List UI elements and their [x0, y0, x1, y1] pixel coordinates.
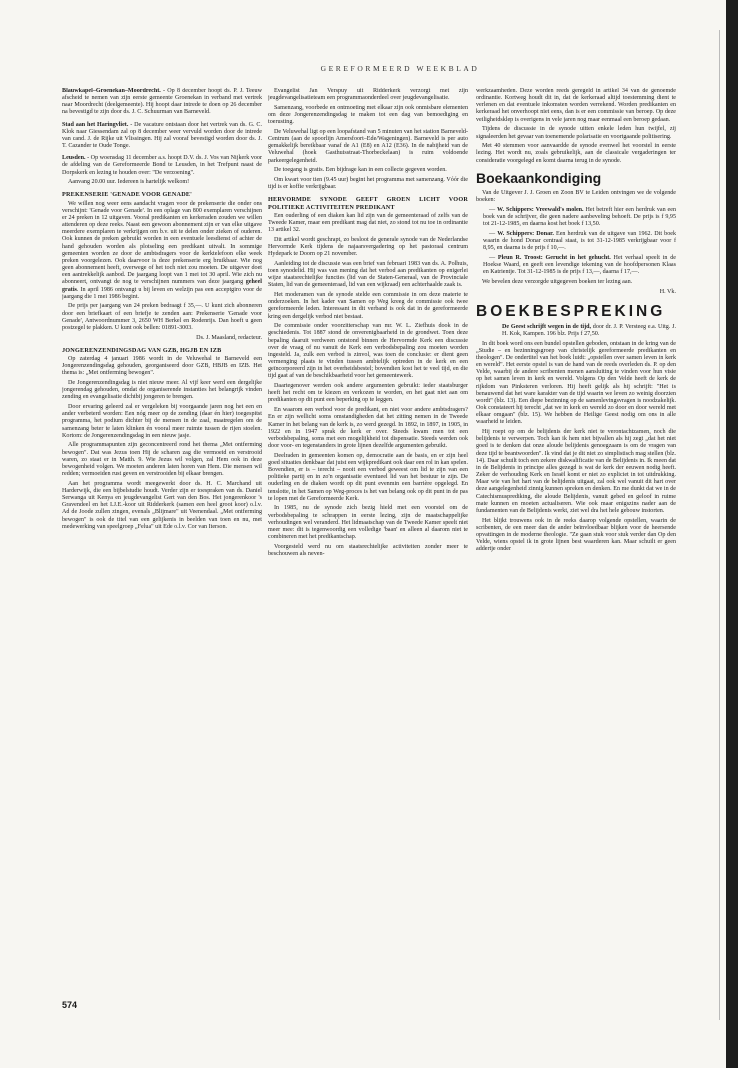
column-3 [476, 88, 676, 1048]
announcement-leusden: Leusden. - Op woensdag 11 december a.s. hoopt D.V. ds. J. Vos van Nijkerk voor de afdeling van de Gereformeerde Bond te Leusden, in het Trefpunt naast de Dorpskerk en lezing te houden over: "De verzoening". [62, 155, 262, 176]
jongerendag-continued-paragraph: De Veluwehal ligt op een loopafstand van 5 minuten van het station Barneveld-Centrum (aan de spoorlijn Amersfoort–Ede/Wageningen). Barneveld is per auto gemakkelijk bereikbaar vanaf de A1 (E8) en A12 (E36). In de nabijheid van de Veluwehal (hoek Gasthuisstraat-Thorbeckelaan) is ruim voldoende parkeergelegenheid. [268, 128, 468, 164]
synode-paragraph: Een ouderling of een diaken kan lid zijn van de gemeenteraad of zelfs van de Tweede Kamer, maar een predikant mag dat niet, zo stond tot nu toe in ordinantie 13 artikel 32. [268, 212, 468, 234]
synode-paragraph: Het moderamen van de synode stelde een commissie in om deze materie te onderzoeken. In het kader van Samen op Weg kreeg de commissie ook twee gereformeerde leden. Interessant in dit verband is ook dat in de gereformeerde kring een dergelijk verbod niet bestaat. [268, 292, 468, 320]
synode-continued-paragraph: werkzaamheden. Deze worden reeds geregeld in artikel 34 van de genoemde ordinantie. Kortweg houdt dit in, dat de kerkeraad altijd toestemming dient te verlenen en dat eventuele inkomsten worden verrekend. Worden predikanten en kerkeraad het onverhoopt niet eens, dan is er een commissie van beroep. Op deze veiligheidsklep is overigens in vele jaren nog maar eenmaal een beroep gedaan. [476, 88, 676, 123]
page-number: 574 [62, 1000, 78, 1010]
heading-jongerenzendingsdag: JONGERENZENDINGSDAG VAN GZB, HGJB EN IZB [62, 346, 222, 354]
heading-boekaankondiging: Boekaankondiging [476, 169, 602, 186]
prekenserie-paragraph: We willen nog weer eens aandacht vragen voor de prekenserie die onder ons verschijnt: 'Genade voor Genade'. In een oplage van 800 exemplaren verschijnen er 24 preken in 12 uitgaven. Vooral predikanten en kerkeraden zouden we willen attenderen op deze reeks. Naast een gewoon abonnement zijn er van elke uitgave meerdere exemplaren te verkrijgen om b.v. uit te delen onder zieken of ouderen. Ook kunnen de preken gebruikt worden in een eventuele leesdienst of achter de hand gehouden worden als plotseling een predikant uitvalt. In sommige gemeenten worden ze door de ambtsdragers voor de kerktelefoon elke week preken voorgelezen. Ook daarvoor is deze prekenserie erg bruikbaar. Wie nog geen abonnement heeft, overwege of het toch niet zou moeten. De uitgever doet een aantrekkelijk aanbod. De jaargang loopt van 1 mei tot 30 april. Wie zich nu abonneert, ontvangt de nog te verschijnen nummers van deze jaargang geheel gratis. In april 1986 ontvangt u bij leven en welzijn pas een acceptgiro voor de jaargang die 1 mei 1986 begint. [62, 200, 262, 300]
jongerendag-continued-paragraph: Samenzang, voorbede en ontmoeting met elkaar zijn ook onmisbare elementen om deze Jongerenzendingsdag te maken tot een dag van bemoediging en toerusting. [268, 104, 468, 126]
column-1 [62, 88, 262, 990]
boekbespreking-paragraph: Het blijkt trouwens ook in de reeks daarop volgende opstellen, waarin de scribenten, de een meer dan de ander beïnvloedbaar blijken voor de heersende opvattingen in de moderne theologie. "Ze gaan stuk voor stuk verder dan Op den Velde, wiens opstel ik in grote lijnen best waarderen kan. Maar schuilt er geen addertje onder [476, 517, 676, 553]
book-item: — W. Schippers: Vreewald's molen. Het betreft hier een herdruk van een boek van de schrijver, die geen nadere aanbeveling behoeft. De prijs is f 9,95 tot 21-12-1985, en daarna kost het boek f 13,50. [483, 206, 676, 227]
boekaankondiging-signature: H. Vk. [659, 288, 676, 295]
synode-paragraph: De commissie onder voorzitterschap van mr. W. L. Ziefhuis dook in de geschiedenis. Tot 1887 stond de onverenigbaarheid in de grondwet. Toen deze bepaling daaruit verdween ontstond binnen de Hervormde Kerk een discussie over de vraag of nu vanuit de Kerk een verbodsbepaling zou moeten worden ingesteld. Ja, zulk een verbod is zinvol, was toen de conclusie: er dient geen vermenging plaats te vinden tussen ambtelijk optreden in de kerk en een geïncorporeerd zijn in het overheidsbestel; bovendien kost het te veel tijd, en die tijd gaat af van de beschikbaarheid voor het gemeentewerk. [268, 323, 468, 380]
announcement-leusden-time: Aanvang 20.00 uur. Iedereen is hartelijk welkom! [68, 179, 190, 186]
boekbespreking-book-info: De Geest schrijft wegen in de tijd, door dr. J. P. Versteeg e.a. Uitg. J. H. Kok, Kampen. 196 blz. Prijs f 27,50. [502, 323, 676, 337]
synode-continued-paragraph: Met 40 stemmen voor aanvaardde de synode evenwel het voorstel in eerste lezing. Het wordt nu, zoals gebruikelijk, aan de classicale vergaderingen ter consideratie voorgelegd en komt daarna terug in de synode. [476, 143, 676, 164]
synode-paragraph: In 1985, nu de synode zich bezig hield met een voorstel om de verbodsbepaling te schrappen in eerste lezing, zijn de maatschappelijke verhoudingen wel veranderd. Het lidmaatschap van de Tweede Kamer speelt niet meer mee: dit is tegenwoordig een volledige 'baan' en alleen al daarom niet te combineren met het predikantschap. [268, 505, 468, 541]
running-header: GEREFORMEERD WEEKBLAD [320, 64, 480, 73]
prekenserie-price-paragraph: De prijs per jaargang van 24 preken bedraagt f 35,—. U kunt zich abonneren door een briefkaart of een briefje te zenden aan: Prekenserie 'Genade voor Genade', Antwoordnummer 3, 2650 WH Berkel en Rodenrijs. Dan hoeft u geen postzegel te plakken. U kunt ook bellen: 01891-3003. [62, 303, 262, 331]
boekaankondiging-intro: Van de Uitgever J. J. Groen en Zoon BV te Leiden ontvingen we de volgende boeken: [476, 189, 676, 203]
heading-boekbespreking: BOEKBESPREKING [476, 302, 666, 320]
jongerendag-paragraph: Aan het programma wordt meegewerkt door ds. H. C. Marchand uit Harderwijk, die een bijbelstudie houdt. Verder zijn er toespraken van ds. Daniel Serwanga uit Kenya en jeugdevangelist Gert van den Bos. Het jongerenkoor 's Gravendeel en het I.J.E.-koor uit Ridderkerk (samen een heel groot koor) o.l.v. Ad de Joode zullen zingen, evenals „Blijmare" uit Veenendaal. „Met ontferming bewogen" is ook de titel van een gelijkenis in beelden van toen en nu, met medewerking van speelgroep „Felua" uit Ede o.l.v. Cor van Iterson. [62, 480, 262, 530]
page-dark-edge [726, 0, 738, 1068]
boekaankondiging-outro: We bevelen deze verzorgde uitgegeven boeken ter lezing aan. [482, 278, 633, 285]
jongerendag-paragraph: De Jongerenzendingsdag is niet nieuw meer. Al vijf keer werd een dergelijke jongerendag gehouden, omdat de organiserende instanties het belangrijk vinden zending en evangelisatie dichtbij jongeren te brengen. [62, 380, 262, 401]
jongerendag-continued-paragraph: Om kwart voor tien (9.45 uur) begint het programma met samenzang. Vóór die tijd is er koffie verkrijgbaar. [268, 177, 468, 191]
prekenserie-signature: Ds. J. Maasland, redacteur. [196, 334, 262, 341]
announcement-blauwkapel: Blauwkapel–Groenekan–Moordrecht. - Op 8 december hoopt ds. P. J. Teeuw afscheid te nemen van zijn eerste gemeente Groenekan in verband met vertrek naar Moordrecht (deelgemeente). Hij hoopt daar intrede te doen op 26 december na bevestigd te zijn door ds. J. C. Schuurman van Barneveld. [62, 88, 262, 116]
boekbespreking-paragraph: Hij roept op om de belijdenis der kerk niet te verontachtzamen, noch die belijdenis te verwerpen. Toch kan ik hem niet bijvallen als hij zegt „dat het niet goed is te denken dat onze aloude belijdenis genoegzaam is om de vragen van deze tijd te beantwoorden". Ik vind dat je dit niet zo simplistisch mag stellen (blz. 14). Daar schuilt toch een zekere diskwalificatie van de Belijdenis in. Ik meen dat in de Belijdenis in principe alles gezegd is wat de kerk der eeuwen nodig heeft. Zeker de verhouding Kerk en Israël komt er niet zo expliciet in tot uitdrukking. Maar wie van het hart van de belijdenis uitgaat, zal ook wel vanuit dit hart over deze aangelegenheid zinnig kunnen spreken en denken. En me dunkt dat we in de Catechismusprediking, die aloude Belijdenis, vanuit gebed en geloof in ruime mate kunnen en moeten actualiseren. Wie ook maar enigszins nader aan de fundamenten van de Belijdenis werkt, ziet wel dra het hele gebouw instorten. [476, 429, 676, 514]
synode-paragraph: Dit artikel wordt geschrapt, zo besloot de generale synode van de Nederlandse Hervormde Kerk tijdens de najaarsvergadering op het pastoraal centrum Hydepark te Doorn op 21 november. [268, 236, 468, 258]
jongerendag-continued-paragraph: Evangelist Jan Verspuy uit Ridderkerk verzorgt met zijn jeugdevangelisatieteam een programmaonderdeel over jeugdevangelisatie. [268, 88, 468, 102]
boekbespreking-paragraph: In dit boek word ons een bundel opstellen geboden, ontstaan in de kring van de „Studie – en bezinningsgroep van christelijk gereformeerde predikanten en theologen". De ondertitel van het boek luidt: „opstellen over samen leven in kerk en wereld". Het eerste opstel is van de hand van de reeds overleden ds. P. op den Velde, waarbij de andere scribenten menen aansluiting te vinden voor hun visie op het samen leven in kerk en wereld. Volgens Op den Velde heeft de kerk de rijkdom van Pinksteren verloren. Hij heeft gelijk als hij schrijft: "Het is benauwend dat het ware karakter van de tijd waarin we leven zo weinig doorzien wordt" (blz. 13). Een diepe bezinning op de samenlevingsvragen is noodzakelijk. Ook constateert hij terecht „dat we in kerk en wereld zo door en door wereld met elkaar omgaan" (blz. 15). We hebben de Heilige Geest nodig om ons in alle waarheid te leiden. [476, 340, 676, 426]
synode-paragraph: Daartegenover werden ook andere argumenten gebruikt: ieder staatsburger heeft het recht om te kiezen en verkozen te worden, en het gaat niet aan om predikanten op dit punt een beperking op te leggen. [268, 383, 468, 404]
synode-paragraph: Voorgesteld werd nu om staatsrechtelijke activiteiten zonder meer te beschouwen als neven- [268, 543, 468, 557]
jongerendag-paragraph: Alle programmapunten zijn geconcentreerd rond het thema „Met ontferming bewogen". Dat was Jezus toen Hij de scharen zag die vermoeid en verstrooid waren, zo staat er in Matth. 9. Wie Jezus wil volgen, zal Hem ook in deze bewogenheid volgen. We moeten anderen laten horen van Hem. Die mensen wil redden; vermoeiden rust geven en verstrooiden bij elkaar brengen. [62, 442, 262, 478]
synode-paragraph: Deelraden in gemeenten komen op, democratie aan de basis, en er zijn heel goed situaties denkbaar dat juist een wijkpredikant ook daar een rol in kan spelen. Bovendien, er is – terecht – nooit een verbod geweest om lid te zijn van een politieke partij en in zo'n organisatie eventueel lid van het bestuur te zijn. De ouderling en de diaken wordt op dit punt evenmin een barrière opgelegd. En tenslotte, in het Samen op Weg-proces is het van belang ook op dit punt in de pas te lopen met de Gereformeerde Kerk. [268, 452, 468, 502]
jongerendag-continued-paragraph: De toegang is gratis. Een bijdrage kan in een collecte gegeven worden. [274, 167, 447, 174]
book-item: — Pleun R. Troost: Gerucht in het gehucht. Het verhaal speelt in de Hoekse Waard, en geeft een levendige tekening van de hoofdpersonen Klaas en Katrientje. Tot 31-12-1985 is de prijs f 13,—, daarna f 17,—. [483, 254, 676, 276]
heading-hervormde-synode: HERVORMDE SYNODE GEEFT GROEN LICHT VOOR POLITIEKE ACTIVITEITEN PREDIKANT [268, 196, 468, 211]
jongerendag-paragraph: Op zaterdag 4 januari 1986 wordt in de Veluwehal te Barneveld een Jongerenzendingsdag gehouden, georganiseerd door GZB, HBJB en IZB. Het thema is: „Met ontferming bewogen". [62, 355, 262, 377]
synode-paragraph: En waarom een verbod voor de predikant, en niet voor andere ambtsdragers? En er zijn wellicht soms omstandigheden dat het zitting nemen in de Tweede Kamer in het belang van de kerk is, zo werd gezegd. In 1892, in 1897, in 1905, in 1922 en in 1947 sprak de kerk er over. Steeds kwam men tot een verbodsbepaling, soms met een mogelijkheid tot dispensatie. Steeds werden ook door voor- en tegenstanders in grote lijnen dezelfde argumenten gebruikt. [268, 407, 468, 449]
book-item: — W. Schippers: Donar. Een herdruk van de uitgave van 1962. Dit boek waarin de hond Donar centraal staat, is tot 31-12-1985 verkrijgbaar voor f 8,95, en daarna is de prijs f 10,—. [483, 230, 676, 252]
heading-prekenserie: PREKENSERIE 'GENADE VOOR GENADE' [62, 191, 193, 199]
jongerendag-paragraph: Door ervaring geleerd zal er vergeleken bij voorgaande jaren nog het een en ander verbeterd worden: Een nóg meer op de zending (daar én hier) toegespitst programma, het podium dichter bij de mensen in de zaal, maatregelen om de samenzang beter te laten klinken én vooral meer ruimte tussen de rijen stoelen. Kortom: de Jongerenzendingsdag in een nieuw jasje. [62, 404, 262, 439]
synode-continued-paragraph: Tijdens de discussie in de synode uitten enkele leden hun twijfel, zij signaleerden het gevaar van toenemende polarisatie en voortgaande politisering. [476, 126, 676, 140]
page-edge-line [719, 30, 720, 1020]
synode-paragraph: Aanleiding tot de discussie was een brief van februari 1983 van ds. A. Polhuis, toen synodelid. Hij was van mening dat het verbod aan predikanten op enigerlei wijze staatsrechtelijke functies (lid van de Staten-Generaal, van de Provinciale Staten, lid van de gemeenteraad, lid van een wijkraad) een achterhaalde zaak is. [268, 260, 468, 289]
column-2 [268, 88, 468, 1048]
announcement-haringvliet: Stad aan het Haringvliet. - De vacature ontstaan door het vertrek van ds. G. C. Klok naar Giessendam zal op 8 december weer vervuld worden door de intrede van cand. J. de Rijke uit Vlissingen. Hij zal vooraf bevestigd worden door ds. J. T. Cazander te Oude Tonge. [62, 121, 262, 150]
